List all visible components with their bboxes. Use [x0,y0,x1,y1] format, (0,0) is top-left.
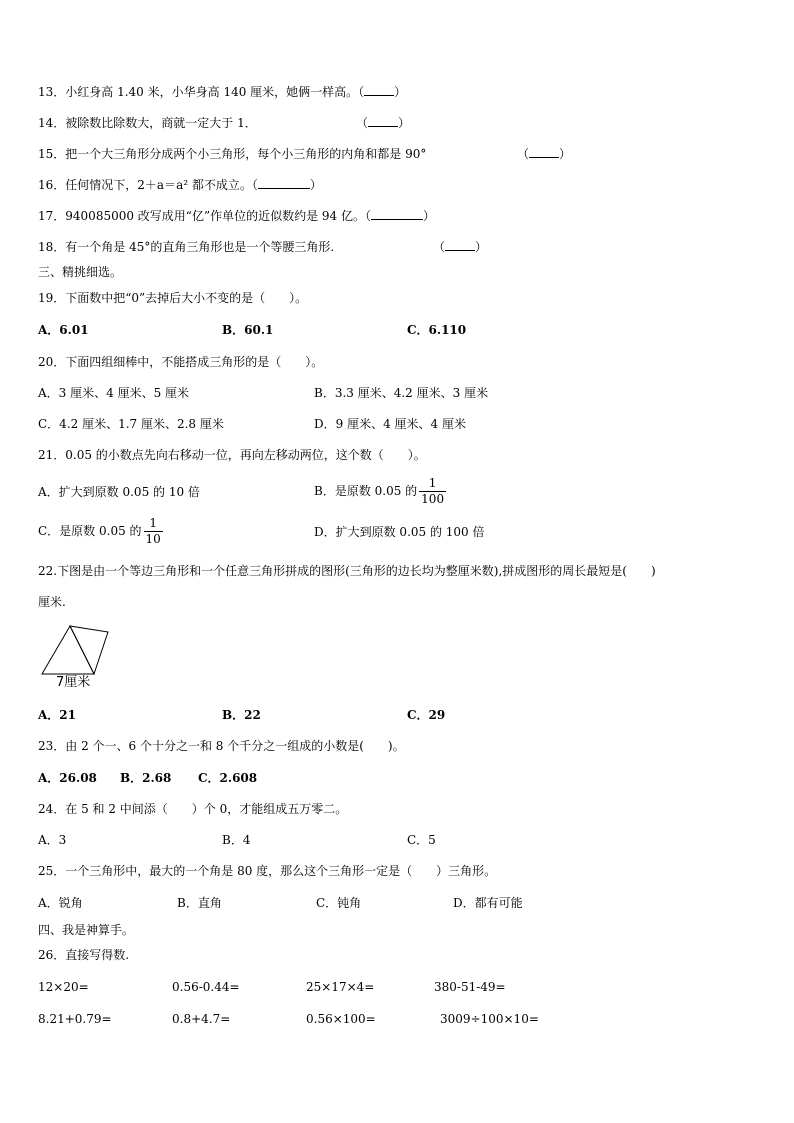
answer-blank[interactable] [529,146,559,158]
answer-blank[interactable] [368,115,398,127]
section-heading-4: 四、我是神算手。 [38,923,135,937]
option-a[interactable]: A．锐角 [38,896,83,910]
paren-open: （ [517,147,530,161]
question-number: 14． [38,116,66,130]
paren-close: ） [559,147,572,161]
option-d[interactable]: D．扩大到原数 0.05 的 100 倍 [314,525,485,539]
question-text: 任何情况下，2＋a＝a² 都不成立。（ [65,178,258,192]
option-b[interactable]: B．60.1 [222,323,274,337]
option-c[interactable]: C．钝角 [316,896,362,910]
question-18 [38,239,334,255]
question-25-stem: 25．一个三角形中，最大的一个角是 80 度，那么这个三角形一定是（ ）三角形。 [38,864,497,878]
question-16 [38,177,322,193]
question-14 [38,115,257,131]
calc-item: 8.21+0.79= [38,1012,112,1026]
question-15 [38,146,426,162]
option-c[interactable]: C．5 [407,833,436,847]
option-b[interactable]: B．22 [222,708,261,722]
answer-blank[interactable] [371,208,423,220]
option-d[interactable]: D．都有可能 [453,896,523,910]
question-number: 13． [38,85,66,99]
question-13 [38,84,406,100]
option-c[interactable]: C．4.2 厘米、1.7 厘米、2.8 厘米 [38,417,224,431]
calc-item: 3009÷100×10= [440,1012,539,1026]
option-text: C．是原数 0.05 的 [38,524,142,538]
fraction-numerator: 1 [149,516,157,530]
question-24-stem: 24．在 5 和 2 中间添（ ）个 0，才能组成五万零二。 [38,802,348,816]
fraction [144,516,163,547]
calc-item: 12×20= [38,980,89,994]
option-b[interactable]: B．3.3 厘米、4.2 厘米、3 厘米 [314,386,489,400]
question-26-stem: 26．直接写得数. [38,948,130,962]
option-a[interactable]: A．21 [38,708,77,722]
question-18-answer [433,239,487,255]
fraction [419,476,446,507]
paren-close: ） [398,116,411,130]
option-c[interactable]: C．29 [407,708,446,722]
equilateral-triangle [42,626,94,674]
option-a[interactable]: A．扩大到原数 0.05 的 10 倍 [38,485,200,499]
option-c[interactable]: C．2.608 [198,771,258,785]
paren-close: ） [394,85,407,99]
question-23-stem: 23．由 2 个一、6 个十分之一和 8 个千分之一组成的小数是( )。 [38,739,405,753]
calc-item: 0.56-0.44= [172,980,240,994]
answer-blank[interactable] [445,239,475,251]
question-22-stem: 22.下图是由一个等边三角形和一个任意三角形拼成的图形(三角形的边长均为整厘米数),拼成图形的周长最短是( ) [38,564,656,578]
calc-item: 380-51-49= [434,980,506,994]
fraction-numerator: 1 [428,476,437,490]
fraction-denominator: 10 [145,532,161,546]
question-number: 17． [38,209,66,223]
question-number: 15． [38,147,66,161]
option-text: B．是原数 0.05 的 [314,484,418,498]
option-a[interactable]: A．3 [38,833,67,847]
question-22-stem-cont: 厘米. [38,595,66,609]
section-heading-3: 三、精挑细选。 [38,265,123,279]
fraction-denominator: 100 [421,492,445,506]
option-b[interactable]: B．直角 [177,896,222,910]
option-a[interactable]: A．26.08 [38,771,97,785]
question-number: 18． [38,240,66,254]
calc-item: 25×17×4= [306,980,375,994]
option-a[interactable]: A．3 厘米、4 厘米、5 厘米 [38,386,190,400]
question-19-stem: 19．下面数中把“0”去掉后大小不变的是（ ）。 [38,291,308,305]
paren-open: （ [433,240,446,254]
paren-open: （ [356,116,369,130]
question-text: 把一个大三角形分成两个小三角形，每个小三角形的内角和都是 90° [65,147,427,161]
paren-close: ） [422,209,435,223]
question-number: 16． [38,178,66,192]
option-c[interactable]: C．6.110 [407,323,467,337]
option-b[interactable]: B．4 [222,833,251,847]
paren-close: ） [475,240,488,254]
option-c[interactable] [38,516,163,547]
question-text: 940085000 改写成用“亿”作单位的近似数约是 94 亿。（ [65,209,371,223]
answer-blank[interactable] [364,84,394,96]
question-text: 有一个角是 45°的直角三角形也是一个等腰三角形. [65,240,335,254]
question-text: 小红身高 1.40 米，小华身高 140 厘米，她俩一样高。（ [65,85,365,99]
option-b[interactable]: B．2.68 [120,771,172,785]
question-14-answer [356,115,410,131]
question-text: 被除数比除数大，商就一定大于 1． [65,116,257,130]
calc-item: 0.56×100= [306,1012,376,1026]
question-20-stem: 20．下面四组细棒中，不能搭成三角形的是（ ）。 [38,355,324,369]
calc-item: 0.8+4.7= [172,1012,231,1026]
arbitrary-triangle [70,626,108,674]
paren-close: ） [309,178,322,192]
answer-blank[interactable] [258,177,310,189]
option-a[interactable]: A．6.01 [38,323,89,337]
option-d[interactable]: D．9 厘米、4 厘米、4 厘米 [314,417,466,431]
figure-label: 7厘米 [56,675,91,690]
question-21-stem: 21．0.05 的小数点先向右移动一位，再向左移动两位，这个数（ ）。 [38,448,426,462]
option-b[interactable] [314,476,446,507]
question-17 [38,208,435,224]
question-15-answer [517,146,571,162]
